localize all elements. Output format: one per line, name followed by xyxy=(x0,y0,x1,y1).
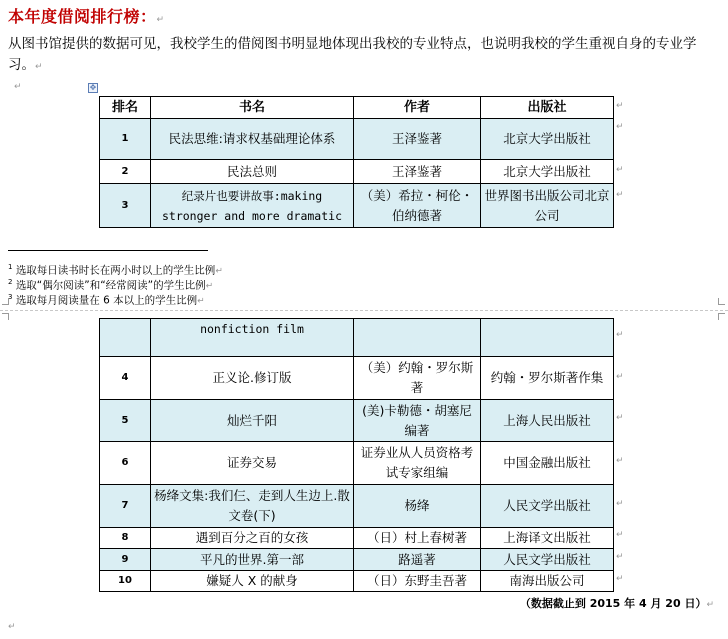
header-title: 书名 xyxy=(151,97,354,119)
page-corner-mark xyxy=(2,313,9,320)
header-author: 作者 xyxy=(354,97,481,119)
publisher-cell: 北京大学出版社 xyxy=(481,119,614,160)
title-cell: 证券交易 xyxy=(151,442,354,485)
rank-cell: 6 xyxy=(100,442,151,485)
title-cell: 正义论.修订版 xyxy=(151,357,354,400)
row-end-mark: ↵ xyxy=(616,574,624,584)
title-cell: 平凡的世界.第一部 xyxy=(151,549,354,571)
author-cell: (美)卡勒德・胡塞尼编著 xyxy=(354,400,481,442)
table-row xyxy=(100,400,614,442)
publisher-cell: 人民文学出版社 xyxy=(481,549,614,571)
header-rank: 排名 xyxy=(100,97,151,119)
table-row-continued xyxy=(100,319,614,357)
title-cell: 嫌疑人 X 的献身 xyxy=(151,571,354,592)
page-break xyxy=(0,310,728,311)
table-row xyxy=(100,119,614,160)
title-cell: 民法总则 xyxy=(151,160,354,184)
ranking-table-part2 xyxy=(99,318,614,592)
publisher-cell xyxy=(481,319,614,357)
table-row xyxy=(100,442,614,485)
rank-cell xyxy=(100,319,151,357)
author-cell xyxy=(354,319,481,357)
table-row xyxy=(100,160,614,184)
author-cell: （日）东野圭吾著 xyxy=(354,571,481,592)
row-end-mark: ↵ xyxy=(616,372,624,382)
title-cell: 灿烂千阳 xyxy=(151,400,354,442)
rank-cell: 8 xyxy=(100,528,151,549)
table-row xyxy=(100,549,614,571)
page-corner-mark xyxy=(718,313,725,320)
author-cell: 王泽鉴著 xyxy=(354,119,481,160)
table-row xyxy=(100,571,614,592)
row-end-mark: ↵ xyxy=(616,101,624,111)
author-cell: （美）约翰・罗尔斯著 xyxy=(354,357,481,400)
table-row xyxy=(100,528,614,549)
author-cell: （美）希拉・柯伦・伯纳德著 xyxy=(354,184,481,228)
page-corner-mark xyxy=(2,298,9,305)
title-cell: 遇到百分之百的女孩 xyxy=(151,528,354,549)
data-cutoff-note: （数据截止到 2015 年 4 月 20 日）↵ xyxy=(519,597,714,610)
rank-cell: 1 xyxy=(100,119,151,160)
author-cell: 杨绛 xyxy=(354,485,481,528)
page-title: 本年度借阅排行榜：↵ xyxy=(8,7,165,26)
paragraph-mark: ↵ xyxy=(8,622,16,632)
rank-cell: 2 xyxy=(100,160,151,184)
footnote: $^1$ 选取每日读书时长在两小时以上的学生比例↵ xyxy=(8,263,223,277)
row-end-mark: ↵ xyxy=(616,552,624,562)
paragraph-mark: ↵ xyxy=(14,82,22,92)
table-row xyxy=(100,184,614,228)
footnote: $^3$ 选取每月阅读量在 6 本以上的学生比例↵ xyxy=(8,293,205,307)
author-cell: 王泽鉴著 xyxy=(354,160,481,184)
row-end-mark: ↵ xyxy=(616,190,624,200)
row-end-mark: ↵ xyxy=(616,456,624,466)
author-cell: （日）村上春树著 xyxy=(354,528,481,549)
rank-cell: 4 xyxy=(100,357,151,400)
header-publisher: 出版社 xyxy=(481,97,614,119)
table-header-row xyxy=(100,97,614,119)
rank-cell: 9 xyxy=(100,549,151,571)
table-row xyxy=(100,357,614,400)
row-end-mark: ↵ xyxy=(616,499,624,509)
publisher-cell: 中国金融出版社 xyxy=(481,442,614,485)
table-row xyxy=(100,485,614,528)
title-cell: 民法思维:请求权基础理论体系 xyxy=(151,119,354,160)
title-cell: 纪录片也要讲故事:making stronger and more dramatic xyxy=(151,184,354,228)
publisher-cell: 上海人民出版社 xyxy=(481,400,614,442)
intro-paragraph: 从图书馆提供的数据可见，我校学生的借阅图书明显地体现出我校的专业特点，也说明我校的学生重视自身的专业学习。↵ xyxy=(8,36,697,73)
ranking-table-part1 xyxy=(99,96,614,228)
row-end-mark: ↵ xyxy=(616,330,624,340)
row-end-mark: ↵ xyxy=(616,413,624,423)
publisher-cell: 世界图书出版公司北京公司 xyxy=(481,184,614,228)
footnote-separator xyxy=(8,250,208,251)
rank-cell: 3 xyxy=(100,184,151,228)
row-end-mark: ↵ xyxy=(616,165,624,175)
page-corner-mark xyxy=(718,298,725,305)
table-move-handle-icon[interactable]: ✥ xyxy=(89,83,97,92)
publisher-cell: 上海译文出版社 xyxy=(481,528,614,549)
author-cell: 证券业从人员资格考试专家组编 xyxy=(354,442,481,485)
rank-cell: 7 xyxy=(100,485,151,528)
title-cell: 杨绛文集:我们仨、走到人生边上.散文卷(下) xyxy=(151,485,354,528)
author-cell: 路遥著 xyxy=(354,549,481,571)
publisher-cell: 北京大学出版社 xyxy=(481,160,614,184)
row-end-mark: ↵ xyxy=(616,530,624,540)
title-cell: nonfiction film xyxy=(151,319,354,357)
publisher-cell: 约翰・罗尔斯著作集 xyxy=(481,357,614,400)
row-end-mark: ↵ xyxy=(616,122,624,132)
rank-cell: 5 xyxy=(100,400,151,442)
footnote: $^2$ 选取“偶尔阅读”和“经常阅读”的学生比例↵ xyxy=(8,278,214,292)
rank-cell: 10 xyxy=(100,571,151,592)
publisher-cell: 南海出版公司 xyxy=(481,571,614,592)
publisher-cell: 人民文学出版社 xyxy=(481,485,614,528)
